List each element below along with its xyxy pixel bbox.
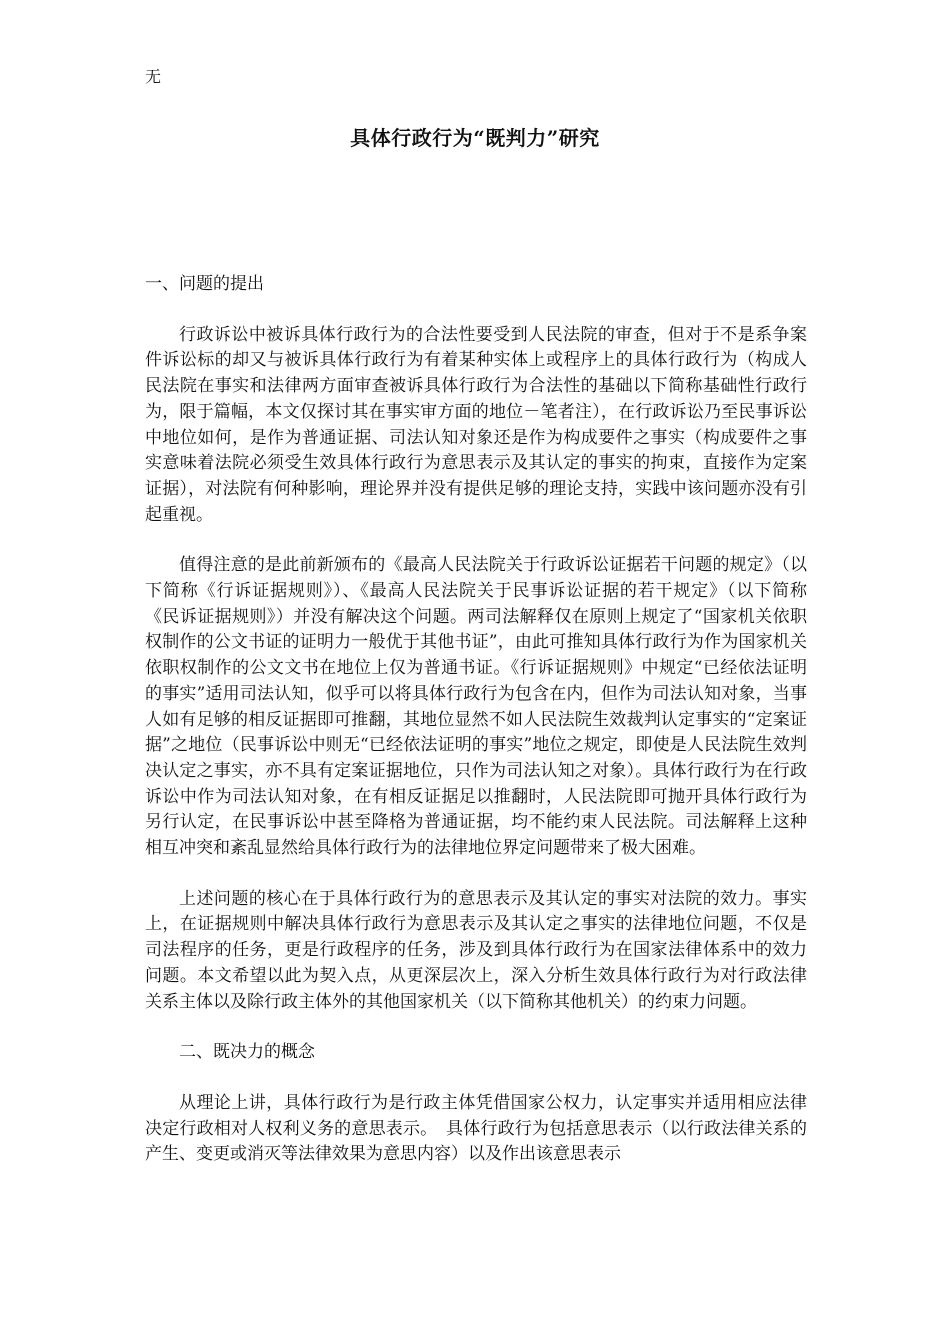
paragraph: 上述问题的核心在于具体行政行为的意思表示及其认定的事实对法院的效力。事实上，在证据规则中解决具体行政行为意思表示及其认定之事实的法律地位问题，不仅是司法程序的任务，更是行政程序的任务，涉及到具体行政行为在国家法律体系中的效力问题。本文希望以此为契入点，从更深层次上，深入分析生效具体行政行为对行政法律关系主体以及除行政主体外的其他国家机关（以下简称其他机关）的约束力问题。 (145, 888, 807, 1012)
paragraph: 从理论上讲，具体行政行为是行政主体凭借国家公权力，认定事实并适用相应法律决定行政相对人权利义务的意思表示。 具体行政行为包括意思表示（以行政法律关系的产生、变更或消灭等法律效果为意思内容）以及作出该意思表示 (145, 1092, 807, 1165)
header-mark: 无 (145, 67, 162, 86)
document-body (145, 272, 807, 1193)
paragraph: 行政诉讼中被诉具体行政行为的合法性要受到人民法院的审查，但对于不是系争案件诉讼标的却又与被诉具体行政行为有着某种实体上或程序上的具体行政行为（构成人民法院在事实和法律两方面审查被诉具体行政行为合法性的基础以下简称基础性行政行为，限于篇幅，本文仅探讨其在事实审方面的地位－笔者注），在行政诉讼乃至民事诉讼中地位如何，是作为普通证据、司法认知对象还是作为构成要件之事实（构成要件之事实意味着法院必须受生效具体行政行为意思表示及其认定的事实的拘束，直接作为定案证据），对法院有何种影响，理论界并没有提供足够的理论支持，实践中该问题亦没有引起重视。 (145, 324, 807, 525)
document-title: 具体行政行为“既判力”研究 (350, 126, 600, 150)
paragraph: 值得注意的是此前新颁布的《最高人民法院关于行政诉讼证据若干问题的规定》（以下简称《行诉证据规则》）、《最高人民法院关于民事诉讼证据的若干规定》（以下简称《民诉证据规则》）并没有解决这个问题。两司法解释仅在原则上规定了“国家机关依职权制作的公文书证的证明力一般优于其他书证”，由此可推知具体行政行为作为国家机关依职权制作的公文文书在地位上仅为普通书证。《行诉证据规则》中规定“已经依法证明的事实”适用司法认知，似乎可以将具体行政行为包含在内，但作为司法认知对象，当事人如有足够的相反证据即可推翻，其地位显然不如人民法院生效裁判认定事实的“定案证据”之地位（民事诉讼中则无“已经依法证明的事实”地位之规定，即使是人民法院生效判决认定之事实，亦不具有定案证据地位，只作为司法认知之对象）。具体行政行为在行政诉讼中作为司法认知对象，在有相反证据足以推翻时，人民法院即可抛开具体行政行为另行认定，在民事诉讼中甚至降格为普通证据，均不能约束人民法院。司法解释上这种相互冲突和紊乱显然给具体行政行为的法律地位界定问题带来了极大困难。 (145, 555, 807, 859)
section-heading-concept: 二、既决力的概念 (179, 1042, 315, 1063)
section-heading-problem: 一、问题的提出 (145, 274, 264, 294)
